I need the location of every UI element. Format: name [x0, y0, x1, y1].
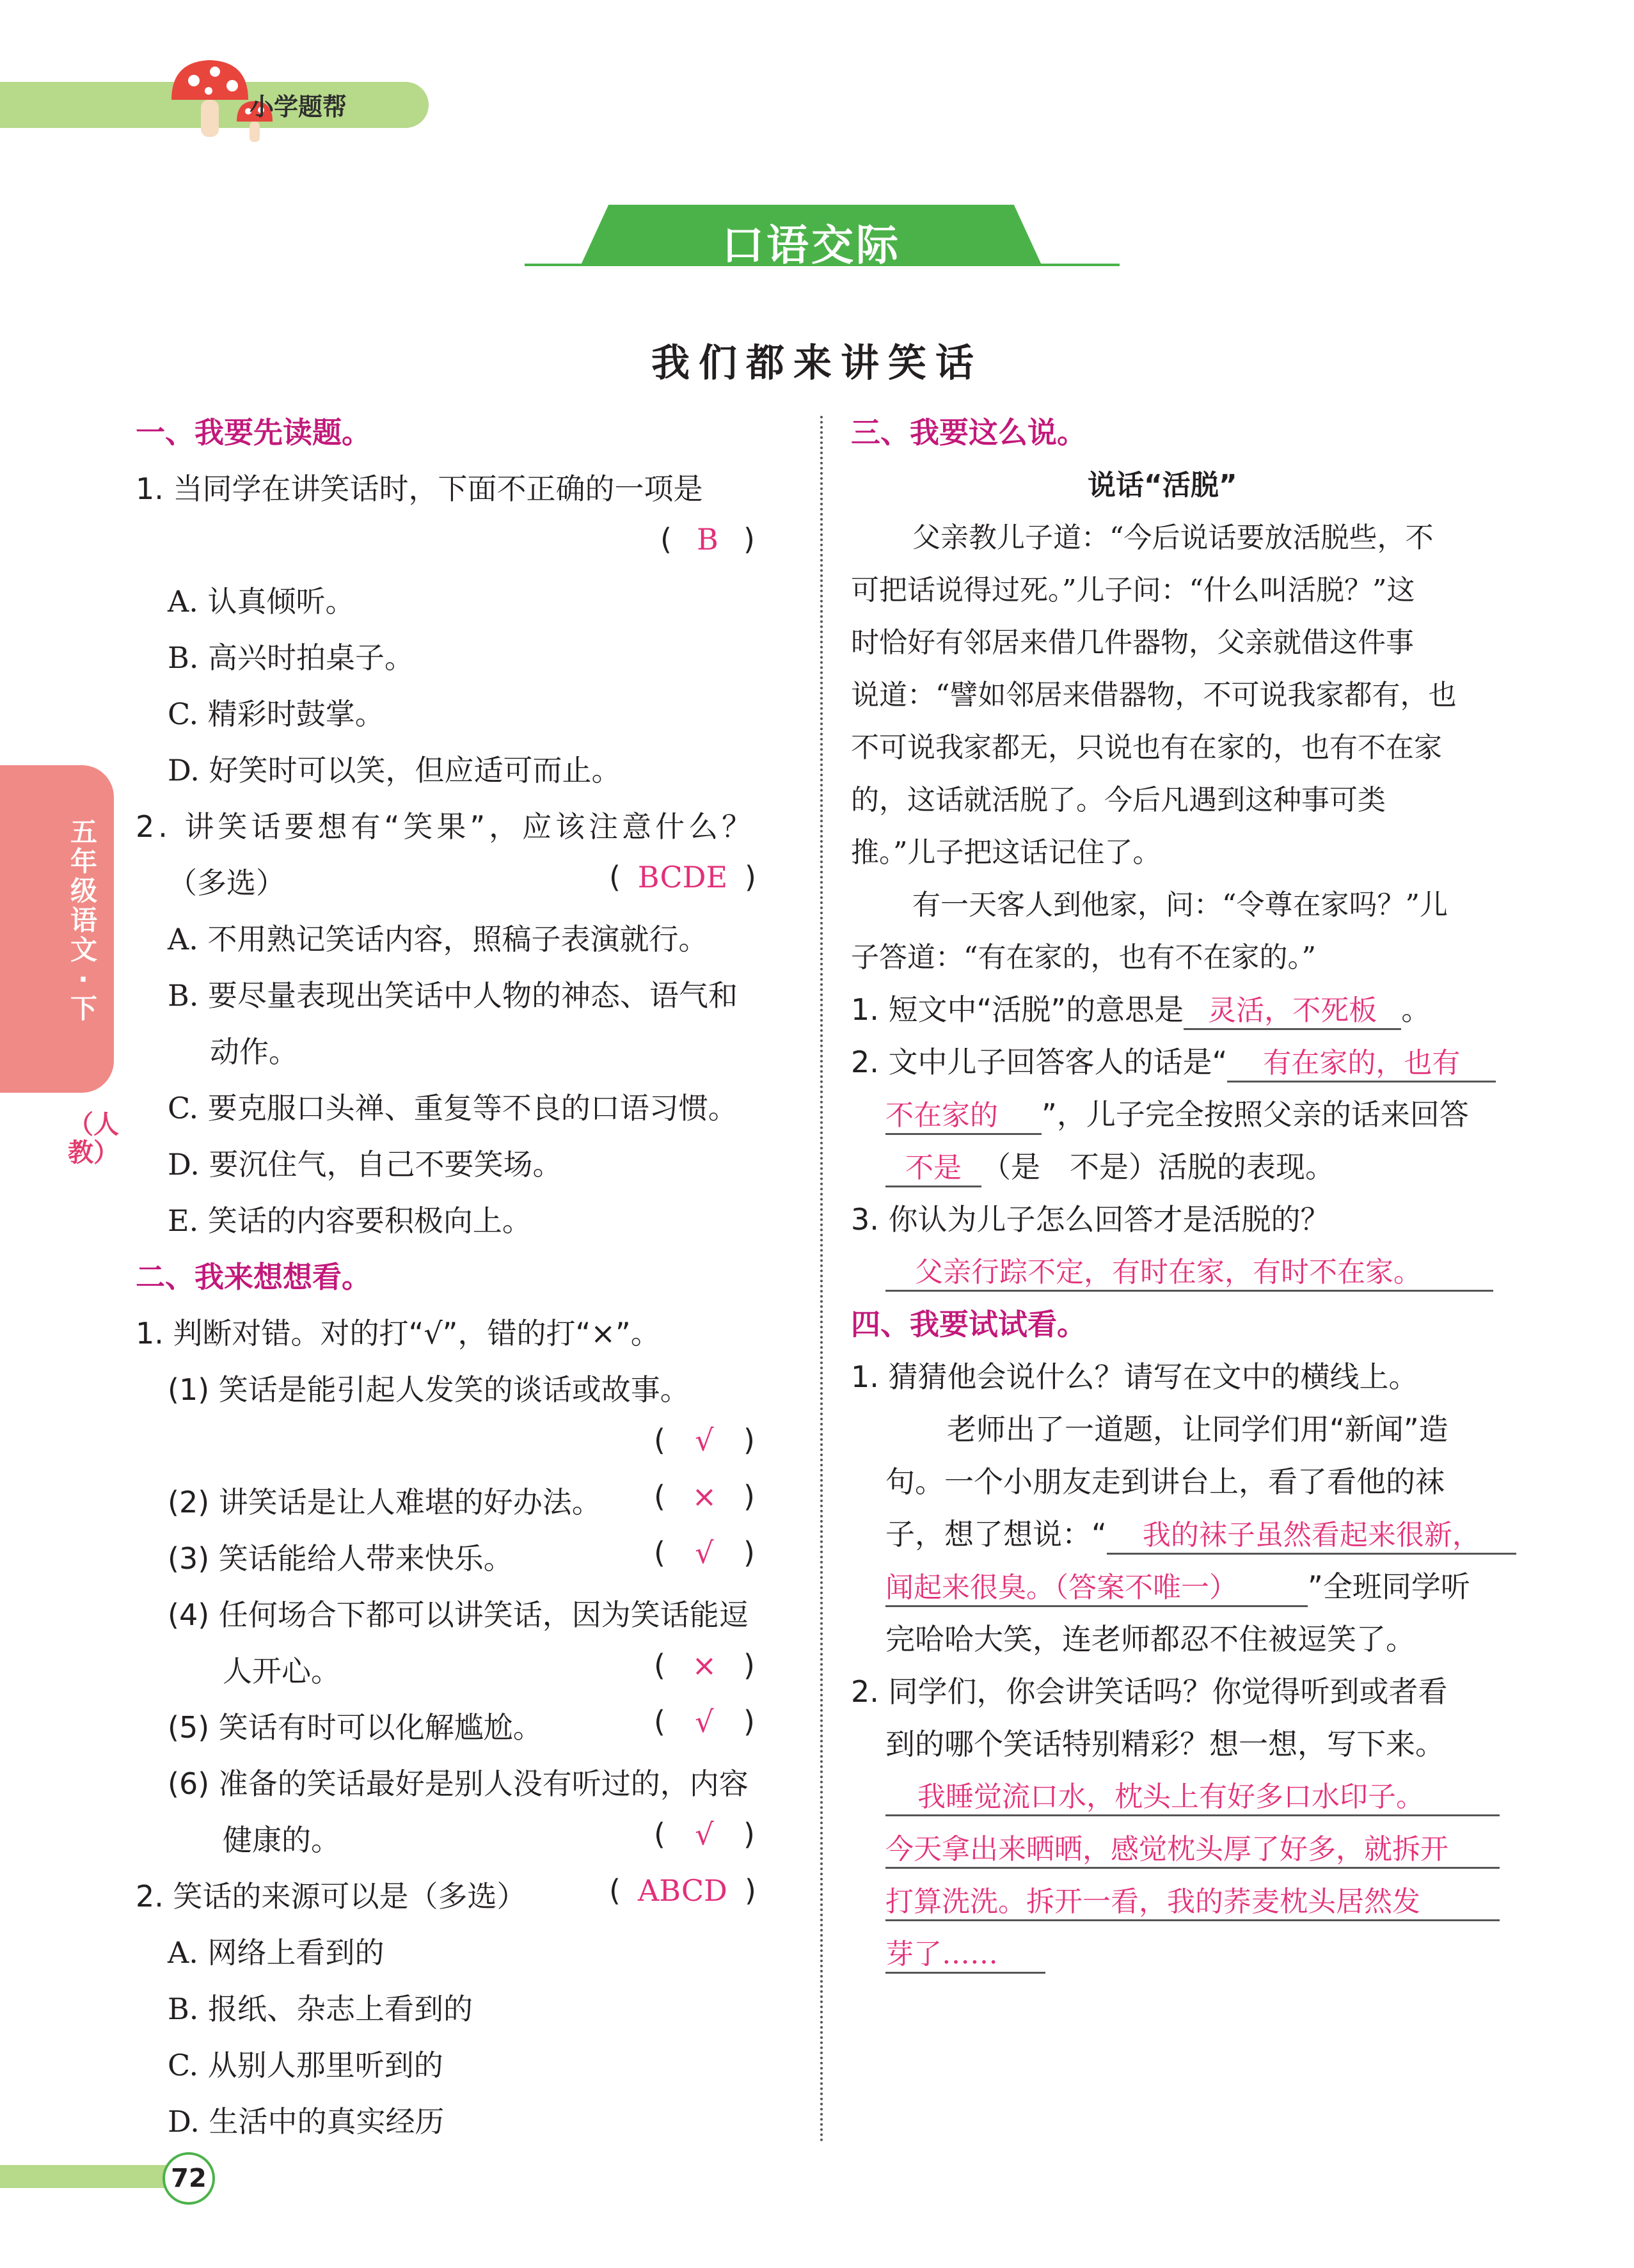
option-2c: C. 要克服口头禅、重复等不良的口语习惯。 — [168, 1091, 738, 1125]
option-1b: B. 高兴时拍桌子。 — [168, 640, 415, 675]
question-2: 2. 讲笑话要想有“笑果”，应该注意什么？ — [136, 809, 756, 844]
answer-bracket-q2: ( BCDE ) — [609, 860, 756, 894]
try-answer-2-line-4: 芽了…… — [885, 1931, 1045, 1974]
story-line-8: 有一天客人到他家，问：“令尊在家吗？”儿 — [912, 889, 1448, 921]
answer-q1: B — [697, 522, 718, 557]
brand-label: 小学题帮 — [250, 93, 347, 121]
judge-3: (3) 笑话能给人带来快乐。 — [168, 1541, 513, 1576]
judge-intro: 1. 判断对错。对的打“√”，错的打“×”。 — [136, 1316, 660, 1351]
story-line-1: 父亲教儿子道：“今后说话要放活脱些，不 — [912, 521, 1434, 554]
question-1: 1. 当同学在讲笑话时，下面不正确的一项是 — [136, 472, 703, 506]
try-text-4 — [885, 1564, 1470, 1607]
reading-question-2-cont — [885, 1091, 1469, 1135]
story-line-7: 推。”儿子把这话记住了。 — [851, 836, 1161, 869]
try-question-1: 1. 猜猜他会说什么？请写在文中的横线上。 — [851, 1360, 1418, 1394]
judge-2-bracket: ( × ) — [654, 1479, 755, 1514]
reading-answer-2a: 有在家的，也有 — [1227, 1040, 1496, 1082]
edition-label: （人教） — [68, 1110, 119, 1168]
option-3c: C. 从别人那里听到的 — [168, 2048, 443, 2082]
try-answer-2-line-1: 我睡觉流口水，枕头上有好多口水印子。 — [885, 1773, 1500, 1816]
judge-6-bracket: ( √ ) — [654, 1817, 755, 1852]
banner-title: 口语交际 — [722, 221, 901, 270]
reading-question-1 — [851, 987, 1431, 1030]
option-1d: D. 好笑时可以笑，但应适可而止。 — [168, 753, 621, 788]
try-text-3 — [885, 1511, 1516, 1555]
reading-answer-2b: 不在家的 — [885, 1092, 1042, 1135]
try-question-2: 2. 同学们，你会讲笑话吗？你觉得听到或者看 — [851, 1674, 1448, 1709]
try-answer-2-line-2: 今天拿出来晒晒，感觉枕头厚了好多，就拆开 — [885, 1826, 1500, 1869]
story-line-6: 的，这话就活脱了。今后凡遇到这种事可类 — [851, 784, 1386, 816]
reading-question-1-text: 1. 短文中“活脱”的意思是 — [851, 992, 1184, 1027]
judge-6-cont: 健康的。 — [223, 1823, 340, 1857]
section-heading-1: 一、我要先读题。 — [136, 415, 371, 450]
try-text-2: 句。一个小朋友走到讲台上，看了看他的袜 — [885, 1464, 1445, 1499]
judge-3-answer: √ — [695, 1535, 714, 1570]
judge-1-answer: √ — [695, 1423, 714, 1457]
judge-6: (6) 准备的笑话最好是别人没有听过的，内容 — [168, 1766, 749, 1801]
section-heading-4: 四、我要试试看。 — [851, 1307, 1086, 1342]
reading-answer-2c: 不是 — [885, 1145, 981, 1187]
reading-question-2 — [851, 1039, 1496, 1082]
reading-question-2-text: 2. 文中儿子回答客人的话是“ — [851, 1045, 1228, 1079]
try-answer-1b: 闻起来很臭。（答案不唯一） — [885, 1564, 1308, 1607]
judge-6-answer: √ — [695, 1817, 714, 1852]
reading-question-2-end — [885, 1144, 1335, 1187]
footer-band — [0, 2165, 173, 2188]
reading-question-2-mid: ”，儿子完全按照父亲的话来回答 — [1042, 1097, 1469, 1132]
reading-question-3: 3. 你认为儿子怎么回答才是活脱的？ — [851, 1202, 1330, 1237]
section-heading-2: 二、我来想想看。 — [136, 1260, 371, 1294]
try-text-5: 完哈哈大笑，连老师都忍不住被逗笑了。 — [885, 1622, 1415, 1656]
reading-answer-3: 父亲行踪不定，有时在家，有时不在家。 — [885, 1249, 1493, 1292]
answer-q3: ABCD — [637, 1873, 727, 1908]
judge-5-answer: √ — [695, 1704, 714, 1739]
try-text-3-start: 子，想了想说：“ — [885, 1517, 1107, 1551]
answer-bracket-q1: ( B ) — [660, 522, 755, 557]
judge-1: (1) 笑话是能引起人发笑的谈话或故事。 — [168, 1372, 690, 1407]
story-line-3: 时恰好有邻居来借几件器物，父亲就借这件事 — [851, 626, 1414, 659]
reading-answer-1: 灵活，不死板 — [1184, 987, 1401, 1030]
section-heading-3: 三、我要这么说。 — [851, 415, 1086, 450]
reading-question-2-tail: （是 不是）活脱的表现。 — [981, 1150, 1335, 1184]
option-3a: A. 网络上看到的 — [168, 1935, 385, 1970]
story-line-2: 可把话说得过死。”儿子问：“什么叫活脱？”这 — [851, 574, 1415, 607]
story-line-4: 说道：“譬如邻居来借器物，不可说我家都有，也 — [851, 679, 1457, 711]
grade-label: 五年级语文·下 — [70, 816, 98, 1024]
try-text-4-end: ”全班同学听 — [1308, 1569, 1470, 1604]
question-2-multi: （多选） — [168, 866, 285, 900]
column-divider — [820, 416, 823, 2143]
story-title: 说话“活脱” — [1088, 469, 1237, 502]
story-line-5: 不可说我家都无，只说也有在家的，也有不在家 — [851, 731, 1442, 764]
judge-4: (4) 任何场合下都可以讲笑话，因为笑话能逗 — [168, 1598, 749, 1632]
try-answer-1a: 我的袜子虽然看起来很新， — [1107, 1512, 1516, 1555]
option-3d: D. 生活中的真实经历 — [168, 2104, 445, 2139]
try-question-2-cont: 到的哪个笑话特别精彩？想一想，写下来。 — [885, 1727, 1445, 1761]
option-2e: E. 笑话的内容要积极向上。 — [168, 1203, 532, 1238]
page-title: 我们都来讲笑话 — [651, 341, 983, 386]
judge-5: (5) 笑话有时可以化解尴尬。 — [168, 1710, 543, 1745]
answer-q2: BCDE — [637, 860, 728, 894]
answer-bracket-q3: ( ABCD ) — [609, 1873, 756, 1908]
story-line-9: 子答道：“有在家的，也有不在家的。” — [851, 941, 1316, 974]
judge-2: (2) 讲笑话是让人难堪的好办法。 — [168, 1485, 601, 1519]
try-text-1: 老师出了一道题，让同学们用“新闻”造 — [947, 1412, 1448, 1447]
judge-4-answer: × — [692, 1648, 717, 1683]
question-3: 2. 笑话的来源可以是（多选） — [136, 1879, 527, 1914]
option-2b-cont: 动作。 — [210, 1035, 298, 1069]
judge-4-cont: 人开心。 — [223, 1654, 340, 1688]
page-number: 72 — [163, 2152, 215, 2205]
reading-question-1-end: 。 — [1401, 992, 1431, 1027]
judge-3-bracket: ( √ ) — [654, 1535, 755, 1570]
option-1a: A. 认真倾听。 — [168, 584, 355, 619]
option-2a: A. 不用熟记笑话内容，照稿子表演就行。 — [168, 922, 708, 956]
option-2b: B. 要尽量表现出笑话中人物的神态、语气和 — [168, 978, 738, 1013]
judge-2-answer: × — [692, 1479, 717, 1514]
option-3b: B. 报纸、杂志上看到的 — [168, 1992, 473, 2026]
judge-4-bracket: ( × ) — [654, 1648, 755, 1683]
judge-1-bracket: ( √ ) — [654, 1423, 755, 1457]
judge-5-bracket: ( √ ) — [654, 1704, 755, 1739]
option-1c: C. 精彩时鼓掌。 — [168, 697, 385, 731]
try-answer-2-line-3: 打算洗洗。拆开一看，我的荞麦枕头居然发 — [885, 1878, 1500, 1921]
option-2d: D. 要沉住气，自己不要笑场。 — [168, 1147, 562, 1182]
